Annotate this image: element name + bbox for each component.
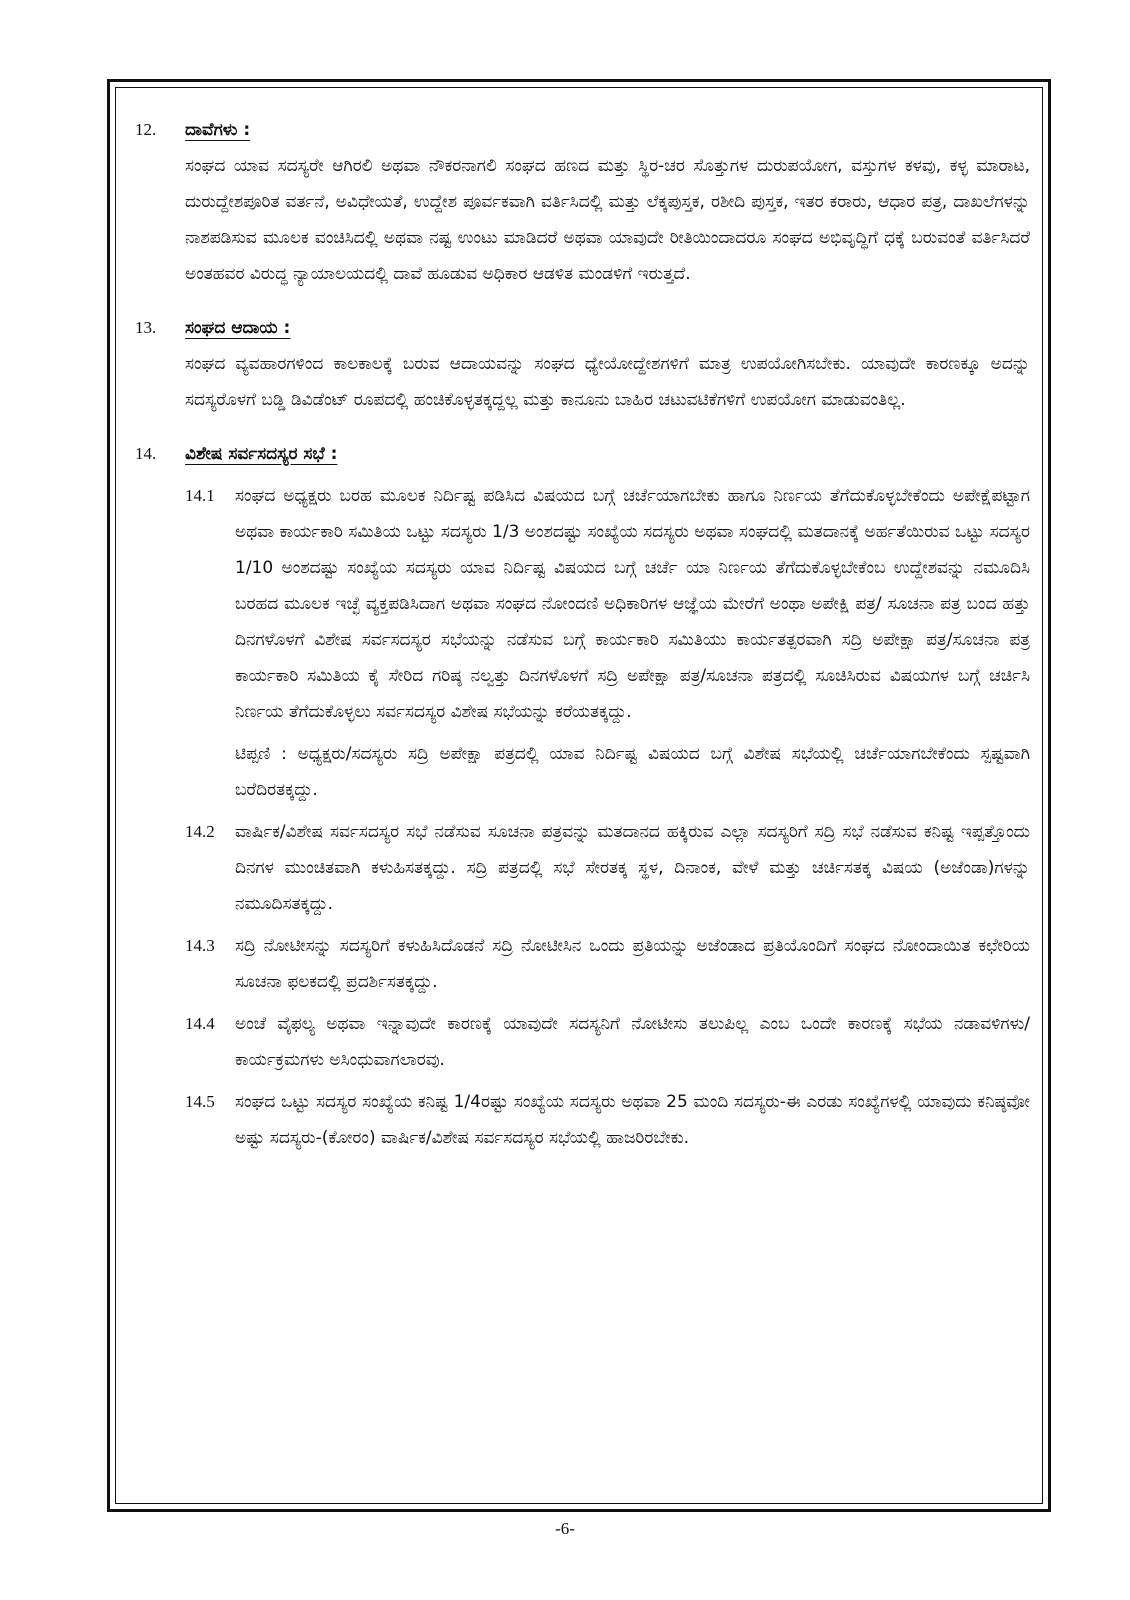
clause-text: ಸಂಘದ ಅಧ್ಯಕ್ಷರು ಬರಹ ಮೂಲಕ ನಿರ್ದಿಷ್ಟ ಪಡಿಸಿದ ವಿಷಯದ ಬಗ್ಗೆ ಚರ್ಚೆಯಾಗಬೇಕು ಹಾಗೂ ನಿರ್ಣಯ ತೆಗೆದುಕೊಳ್ಳಬೇಕೆಂದು ಅಪೇಕ್ಷೆಪಟ್ಟಾಗ ಅಥವಾ ಕಾರ್ಯಕಾರಿ ಸಮಿತಿಯ ಒಟ್ಟು ಸದಸ್ಯರು 1/3 ಅಂಶದಷ್ಟು ಸಂಖ್ಯೆಯ ಸದಸ್ಯರು ಅಥವಾ ಸಂಘದಲ್ಲಿ ಮತದಾನಕ್ಕೆ ಅರ್ಹತೆಯಿರುವ ಒಟ್ಟು ಸದಸ್ಯರ 1/10 ಅಂಶದಷ್ಟು ಸಂಖ್ಯೆಯ ಸದಸ್ಯರು ಯಾವ ನಿರ್ದಿಷ್ಟ ವಿಷಯದ ಬಗ್ಗೆ ಚರ್ಚೆ ಯಾ ನಿರ್ಣಯ ತೆಗೆದುಕೊಳ್ಳಬೇಕೆಂಬ ಉದ್ದೇಶವನ್ನು ನಮೂದಿಸಿ ಬರಹದ ಮೂಲಕ ಇಚ್ಛೆ ವ್ಯಕ್ತಪಡಿಸಿದಾಗ ಅಥವಾ ಸಂಘದ ನೋಂದಣಿ ಅಧಿಕಾರಿಗಳ ಆಜ್ಞೆಯ ಮೇರೆಗೆ ಅಂಥಾ ಅಪೇಕ್ಷಿ ಪತ್ರ/ ಸೂಚನಾ ಪತ್ರ ಬಂದ ಹತ್ತು ದಿನಗಳೊಳಗೆ ವಿಶೇಷ ಸರ್ವಸದಸ್ಯರ ಸಭೆಯನ್ನು ನಡೆಸುವ ಬಗ್ಗೆ ಕಾರ್ಯಕಾರಿ ಸಮಿತಿಯು ಕಾರ್ಯತತ್ಪರವಾಗಿ ಸದ್ರಿ ಅಪೇಕ್ಷಾ ಪತ್ರ/ಸೂಚನಾ ಪತ್ರ ಕಾರ್ಯಕಾರಿ ಸಮಿತಿಯ ಕೈ ಸೇರಿದ ಗರಿಷ್ಠ ನಲ್ವತ್ತು ದಿನಗಳೊಳಗೆ ಸದ್ರಿ ಅಪೇಕ್ಷಾ ಪತ್ರ/ಸೂಚನಾ ಪತ್ರದಲ್ಲಿ ಸೂಚಿಸಿರುವ ವಿಷಯಗಳ ಬಗ್ಗೆ ಚರ್ಚಿಸಿ ನಿರ್ಣಯ ತೆಗೆದುಕೊಳ್ಳಲು ಸರ್ವಸದಸ್ಯರ ವಿಶೇಷ ಸಭೆಯನ್ನು ಕರೆಯತಕ್ಕದ್ದು. [235, 486, 1030, 722]
section-title: ದಾವೆಗಳು : [185, 120, 251, 140]
section-heading [135, 112, 1030, 148]
section-paragraph: ಸಂಘದ ವ್ಯವಹಾರಗಳಿಂದ ಕಾಲಕಾಲಕ್ಕೆ ಬರುವ ಆದಾಯವನ್ನು ಸಂಘದ ಧ್ಯೇಯೋದ್ದೇಶಗಳಿಗೆ ಮಾತ್ರ ಉಪಯೋಗಿಸಬೇಕು. ಯಾವುದೇ ಕಾರಣಕ್ಕೂ ಅದನ್ನು ಸದಸ್ಯರೊಳಗೆ ಬಡ್ಡಿ ಡಿವಿಡೆಂಟ್ ರೂಪದಲ್ಲಿ ಹಂಚಿಕೊಳ್ಳತಕ್ಕದ್ದಲ್ಲ ಮತ್ತು ಕಾನೂನು ಬಾಹಿರ ಚಟುವಟಿಕೆಗಳಿಗೆ ಉಪಯೋಗ ಮಾಡುವಂತಿಲ್ಲ. [185, 354, 1030, 410]
clause-14-4 [185, 1006, 1030, 1078]
section-paragraph: ಸಂಘದ ಯಾವ ಸದಸ್ಯರೇ ಆಗಿರಲಿ ಅಥವಾ ನೌಕರನಾಗಲಿ ಸಂಘದ ಹಣದ ಮತ್ತು ಸ್ಥಿರ-ಚರ ಸೊತ್ತುಗಳ ದುರುಪಯೋಗ, ವಸ್ತುಗಳ ಕಳವು, ಕಳ್ಳ ಮಾರಾಟ, ದುರುದ್ದೇಶಪೂರಿತ ವರ್ತನೆ, ಅವಿಧೇಯತೆ, ಉದ್ದೇಶ ಪೂರ್ವಕವಾಗಿ ವರ್ತಿಸಿದಲ್ಲಿ ಮತ್ತು ಲೆಕ್ಕಪುಸ್ತಕ, ರಶೀದಿ ಪುಸ್ತಕ, ಇತರ ಕರಾರು, ಆಧಾರ ಪತ್ರ, ದಾಖಲೆಗಳನ್ನು ನಾಶಪಡಿಸುವ ಮೂಲಕ ವಂಚಿಸಿದಲ್ಲಿ ಅಥವಾ ನಷ್ಟ ಉಂಟು ಮಾಡಿದರೆ ಅಥವಾ ಯಾವುದೇ ರೀತಿಯಿಂದಾದರೂ ಸಂಘದ ಅಭಿವೃದ್ಧಿಗೆ ಧಕ್ಕೆ ಬರುವಂತೆ ವರ್ತಿಸಿದರೆ ಅಂತಹವರ ವಿರುದ್ಧ ನ್ಯಾಯಾಲಯದಲ್ಲಿ ದಾವೆ ಹೂಡುವ ಅಧಿಕಾರ ಆಡಳಿತ ಮಂಡಳಿಗೆ ಇರುತ್ತದೆ. [185, 156, 1030, 284]
clause-14-5 [185, 1084, 1030, 1156]
clause-14-1-note: ಟಿಪ್ಪಣಿ : ಅಧ್ಯಕ್ಷರು/ಸದಸ್ಯರು ಸದ್ರಿ ಅಪೇಕ್ಷಾ ಪತ್ರದಲ್ಲಿ ಯಾವ ನಿರ್ದಿಷ್ಟ ವಿಷಯದ ಬಗ್ಗೆ ವಿಶೇಷ ಸಭೆಯಲ್ಲಿ ಚರ್ಚೆಯಾಗಬೇಕೆಂದು ಸ್ಪಷ್ಟವಾಗಿ ಬರೆದಿರತಕ್ಕದ್ದು. [235, 744, 1030, 800]
clause-14-1 [185, 478, 1030, 730]
section-number: 12. [135, 120, 157, 139]
clause-number: 14.2 [185, 822, 215, 841]
section-heading [135, 310, 1030, 346]
section-number: 13. [135, 318, 157, 337]
clause-14-2 [185, 814, 1030, 922]
clause-text: ಸದ್ರಿ ನೋಟೀಸನ್ನು ಸದಸ್ಯರಿಗೆ ಕಳುಹಿಸಿದೊಡನೆ ಸದ್ರಿ ನೋಟೀಸಿನ ಒಂದು ಪ್ರತಿಯನ್ನು ಅಜೆಂಡಾದ ಪ್ರತಿಯೊಂದಿಗೆ ಸಂಘದ ನೋಂದಾಯಿತ ಕಛೇರಿಯ ಸೂಚನಾ ಫಲಕದಲ್ಲಿ ಪ್ರದರ್ಶಿಸತಕ್ಕದ್ದು. [235, 936, 1030, 992]
section-title: ಸಂಘದ ಆದಾಯ : [185, 318, 291, 338]
section-title: ವಿಶೇಷ ಸರ್ವಸದಸ್ಯರ ಸಭೆ : [185, 444, 338, 464]
clause-14-3 [185, 928, 1030, 1000]
clause-text: ವಾರ್ಷಿಕ/ವಿಶೇಷ ಸರ್ವಸದಸ್ಯರ ಸಭೆ ನಡೆಸುವ ಸೂಚನಾ ಪತ್ರವನ್ನು ಮತದಾನದ ಹಕ್ಕಿರುವ ಎಲ್ಲಾ ಸದಸ್ಯರಿಗೆ ಸದ್ರಿ ಸಭೆ ನಡೆಸುವ ಕನಿಷ್ಟ ಇಪ್ಪತ್ತೊಂದು ದಿನಗಳ ಮುಂಚಿತವಾಗಿ ಕಳುಹಿಸತಕ್ಕದ್ದು. ಸದ್ರಿ ಪತ್ರದಲ್ಲಿ ಸಭೆ ಸೇರತಕ್ಕ ಸ್ಥಳ, ದಿನಾಂಕ, ವೇಳೆ ಮತ್ತು ಚರ್ಚಿಸತಕ್ಕ ವಿಷಯ (ಅಜೆಂಡಾ)ಗಳನ್ನು ನಮೂದಿಸತಕ್ಕದ್ದು. [235, 822, 1030, 914]
document-body [135, 112, 1030, 1174]
section-14-special-general-meeting [135, 436, 1030, 1156]
clause-number: 14.3 [185, 936, 215, 955]
clause-number: 14.5 [185, 1092, 215, 1111]
section-13-income [135, 310, 1030, 418]
clause-text: ಸಂಘದ ಒಟ್ಟು ಸದಸ್ಯರ ಸಂಖ್ಯೆಯ ಕನಿಷ್ಟ 1/4ರಷ್ಟು ಸಂಖ್ಯೆಯ ಸದಸ್ಯರು ಅಥವಾ 25 ಮಂದಿ ಸದಸ್ಯರು-ಈ ಎರಡು ಸಂಖ್ಯೆಗಳಲ್ಲಿ ಯಾವುದು ಕನಿಷ್ಠವೋ ಅಷ್ಟು ಸದಸ್ಯರು-(ಕೋರಂ) ವಾರ್ಷಿಕ/ವಿಶೇಷ ಸರ್ವಸದಸ್ಯರ ಸಭೆಯಲ್ಲಿ ಹಾಜರಿರಬೇಕು. [235, 1092, 1030, 1148]
section-12-claims [135, 112, 1030, 292]
page-number: -6- [555, 1519, 575, 1538]
clause-number: 14.1 [185, 486, 215, 505]
section-heading [135, 436, 1030, 472]
section-number: 14. [135, 444, 157, 463]
clause-number: 14.4 [185, 1014, 215, 1033]
clause-text: ಅಂಚೆ ವೈಫಲ್ಯ ಅಥವಾ ಇನ್ನಾವುದೇ ಕಾರಣಕ್ಕೆ ಯಾವುದೇ ಸದಸ್ಯನಿಗೆ ನೋಟೀಸು ತಲುಪಿಲ್ಲ ಎಂಬ ಒಂದೇ ಕಾರಣಕ್ಕೆ ಸಭೆಯ ನಡಾವಳಿಗಳು/ಕಾರ್ಯಕ್ರಮಗಳು ಅಸಿಂಧುವಾಗಲಾರವು. [235, 1014, 1030, 1070]
